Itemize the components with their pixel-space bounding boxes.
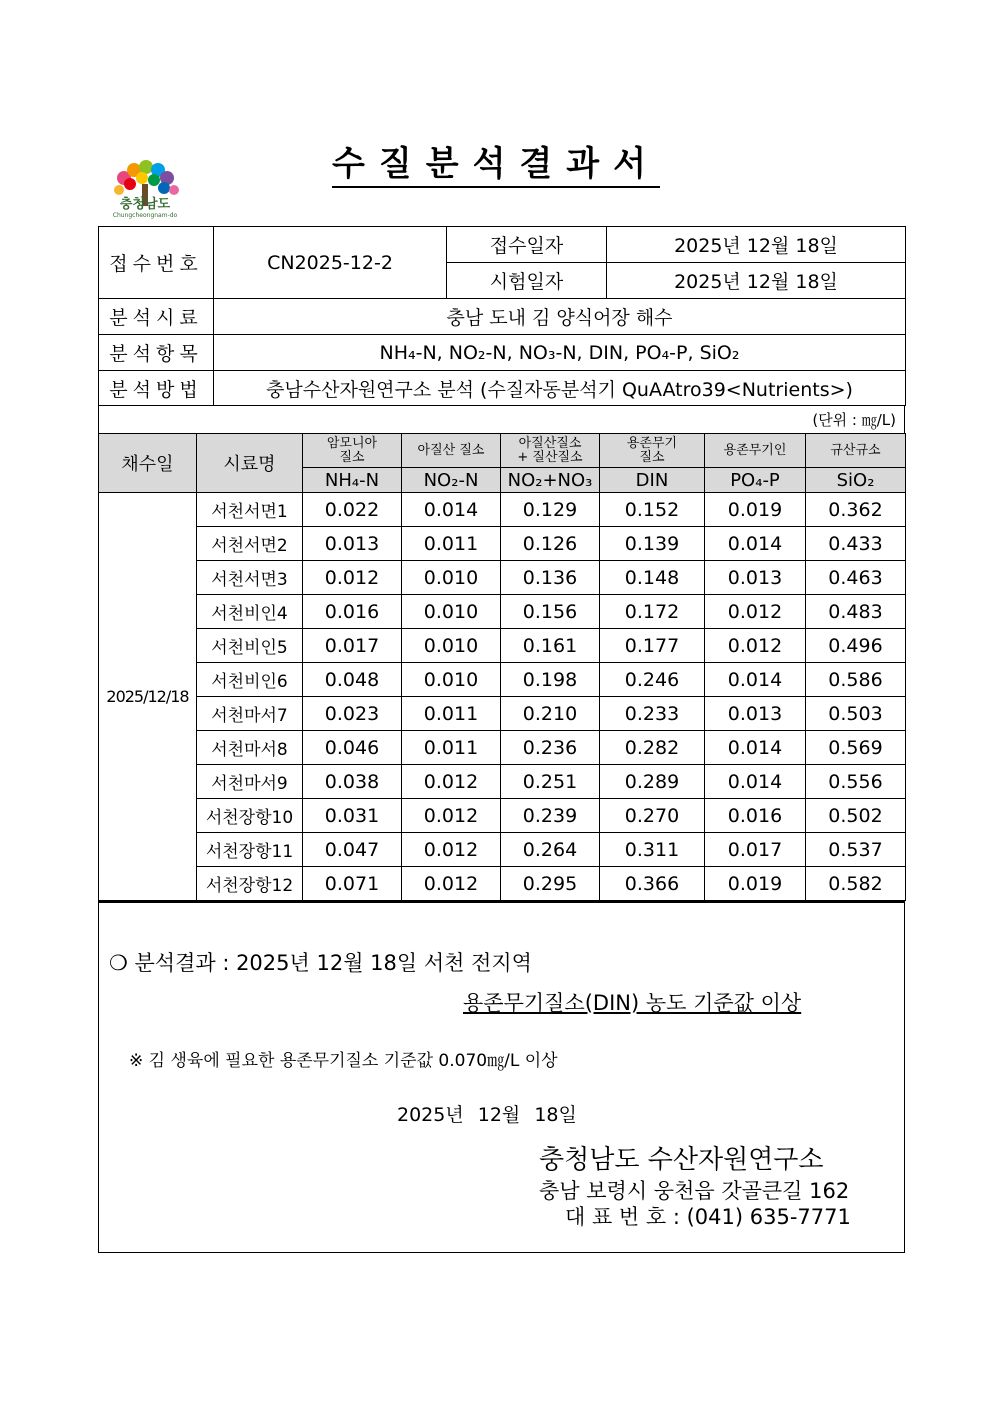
- table-row: [99, 799, 906, 833]
- value-cell: 0.156: [501, 595, 600, 629]
- value-cell: 0.126: [501, 527, 600, 561]
- method-value: 충남수산자원연구소 분석 (수질자동분석기 QuAAtro39<Nutrients>): [214, 371, 906, 406]
- organization-address: 충남 보령시 웅천읍 갓골큰길 162: [539, 1179, 850, 1203]
- table-row: [99, 697, 906, 731]
- method-label: 분석방법: [99, 371, 214, 406]
- items-value: NH₄-N, NO₂-N, NO₃-N, DIN, PO₄-P, SiO₂: [214, 335, 906, 371]
- value-cell: 0.496: [806, 629, 906, 663]
- value-cell: 0.012: [402, 833, 501, 867]
- value-cell: 0.019: [705, 867, 806, 901]
- value-cell: 0.012: [402, 867, 501, 901]
- col-symbol-header: PO₄-P: [705, 468, 806, 493]
- table-row: [99, 867, 906, 901]
- receipt-date-label: 접수일자: [447, 227, 607, 263]
- unit-row: [98, 405, 905, 433]
- value-cell: 0.017: [303, 629, 402, 663]
- test-date: 2025년 12월 18일: [607, 263, 906, 299]
- value-cell: 0.047: [303, 833, 402, 867]
- value-cell: 0.012: [705, 595, 806, 629]
- sample-name: 서천장항11: [197, 833, 303, 867]
- value-cell: 0.483: [806, 595, 906, 629]
- value-cell: 0.012: [402, 799, 501, 833]
- unit-label: (단위 : ㎎/L): [812, 411, 896, 429]
- value-cell: 0.023: [303, 697, 402, 731]
- sample-name: 서천서면3: [197, 561, 303, 595]
- table-row: [99, 561, 906, 595]
- value-cell: 0.013: [705, 561, 806, 595]
- value-cell: 0.311: [600, 833, 705, 867]
- sample-name: 서천마서8: [197, 731, 303, 765]
- value-cell: 0.152: [600, 493, 705, 527]
- value-cell: 0.010: [402, 629, 501, 663]
- table-row: [99, 731, 906, 765]
- table-row: [99, 527, 906, 561]
- table-row: [99, 629, 906, 663]
- test-date-label: 시험일자: [447, 263, 607, 299]
- results-table: [98, 433, 906, 901]
- col-date-header: 채수일: [99, 434, 197, 493]
- table-row: [99, 765, 906, 799]
- col-name-header: 규산규소: [806, 434, 906, 468]
- logo-name: 충청남도: [119, 197, 171, 212]
- table-row: [99, 595, 906, 629]
- value-cell: 0.251: [501, 765, 600, 799]
- value-cell: 0.016: [303, 595, 402, 629]
- value-cell: 0.012: [402, 765, 501, 799]
- value-cell: 0.210: [501, 697, 600, 731]
- value-cell: 0.264: [501, 833, 600, 867]
- value-cell: 0.246: [600, 663, 705, 697]
- value-cell: 0.239: [501, 799, 600, 833]
- value-cell: 0.586: [806, 663, 906, 697]
- value-cell: 0.537: [806, 833, 906, 867]
- col-sample-header: 시료명: [197, 434, 303, 493]
- col-symbol-header: NO₂+NO₃: [501, 468, 600, 493]
- value-cell: 0.582: [806, 867, 906, 901]
- sample-name: 서천마서9: [197, 765, 303, 799]
- value-cell: 0.022: [303, 493, 402, 527]
- value-cell: 0.014: [402, 493, 501, 527]
- value-cell: 0.017: [705, 833, 806, 867]
- value-cell: 0.198: [501, 663, 600, 697]
- value-cell: 0.569: [806, 731, 906, 765]
- col-symbol-header: DIN: [600, 468, 705, 493]
- result-line-2: 용존무기질소(DIN) 농도 기준값 이상: [463, 991, 802, 1015]
- col-symbol-header: NO₂-N: [402, 468, 501, 493]
- table-row: [99, 663, 906, 697]
- sample-name: 서천서면2: [197, 527, 303, 561]
- info-table: [98, 226, 906, 406]
- organization-name: 충청남도 수산자원연구소: [539, 1145, 824, 1175]
- value-cell: 0.503: [806, 697, 906, 731]
- col-name-header: 용존무기 질소: [600, 434, 705, 468]
- sample-value: 충남 도내 김 양식어장 해수: [214, 299, 906, 335]
- value-cell: 0.282: [600, 731, 705, 765]
- value-cell: 0.362: [806, 493, 906, 527]
- value-cell: 0.148: [600, 561, 705, 595]
- value-cell: 0.016: [705, 799, 806, 833]
- sample-name: 서천비인4: [197, 595, 303, 629]
- value-cell: 0.289: [600, 765, 705, 799]
- organization-phone: 대 표 번 호 : (041) 635-7771: [565, 1205, 851, 1229]
- value-cell: 0.038: [303, 765, 402, 799]
- value-cell: 0.161: [501, 629, 600, 663]
- value-cell: 0.013: [705, 697, 806, 731]
- value-cell: 0.014: [705, 663, 806, 697]
- page-title: 수질분석결과서: [300, 136, 692, 185]
- receipt-date: 2025년 12월 18일: [607, 227, 906, 263]
- table-row: [99, 833, 906, 867]
- receipt-no-label: 접수번호: [99, 227, 214, 299]
- value-cell: 0.236: [501, 731, 600, 765]
- result-line-1: ❍ 분석결과 : 2025년 12월 18일 서천 전지역: [109, 951, 532, 975]
- sample-name: 서천비인6: [197, 663, 303, 697]
- value-cell: 0.031: [303, 799, 402, 833]
- value-cell: 0.011: [402, 697, 501, 731]
- value-cell: 0.014: [705, 765, 806, 799]
- value-cell: 0.270: [600, 799, 705, 833]
- value-cell: 0.071: [303, 867, 402, 901]
- value-cell: 0.048: [303, 663, 402, 697]
- value-cell: 0.010: [402, 561, 501, 595]
- sample-label: 분석시료: [99, 299, 214, 335]
- value-cell: 0.012: [303, 561, 402, 595]
- value-cell: 0.013: [303, 527, 402, 561]
- value-cell: 0.139: [600, 527, 705, 561]
- reference-note: ※ 김 생육에 필요한 용존무기질소 기준값 0.070㎎/L 이상: [129, 1051, 558, 1071]
- logo-subtitle: Chungcheongnam-do: [112, 212, 178, 219]
- value-cell: 0.295: [501, 867, 600, 901]
- value-cell: 0.046: [303, 731, 402, 765]
- value-cell: 0.014: [705, 731, 806, 765]
- col-name-header: 아질산 질소: [402, 434, 501, 468]
- value-cell: 0.011: [402, 527, 501, 561]
- value-cell: 0.233: [600, 697, 705, 731]
- value-cell: 0.463: [806, 561, 906, 595]
- receipt-no: CN2025-12-2: [214, 227, 447, 299]
- result-section: [98, 901, 905, 1253]
- value-cell: 0.556: [806, 765, 906, 799]
- value-cell: 0.010: [402, 663, 501, 697]
- issue-date: 2025년 12월 18일: [397, 1104, 577, 1126]
- value-cell: 0.129: [501, 493, 600, 527]
- table-row: [99, 493, 906, 527]
- sample-name: 서천마서7: [197, 697, 303, 731]
- value-cell: 0.014: [705, 527, 806, 561]
- col-symbol-header: SiO₂: [806, 468, 906, 493]
- sample-name: 서천비인5: [197, 629, 303, 663]
- value-cell: 0.012: [705, 629, 806, 663]
- sampling-date: 2025/12/18: [99, 493, 197, 901]
- sample-name: 서천서면1: [197, 493, 303, 527]
- value-cell: 0.010: [402, 595, 501, 629]
- value-cell: 0.019: [705, 493, 806, 527]
- value-cell: 0.502: [806, 799, 906, 833]
- value-cell: 0.136: [501, 561, 600, 595]
- value-cell: 0.366: [600, 867, 705, 901]
- value-cell: 0.011: [402, 731, 501, 765]
- col-name-header: 아질산질소 + 질산질소: [501, 434, 600, 468]
- sample-name: 서천장항12: [197, 867, 303, 901]
- value-cell: 0.177: [600, 629, 705, 663]
- value-cell: 0.433: [806, 527, 906, 561]
- value-cell: 0.172: [600, 595, 705, 629]
- col-name-header: 용존무기인: [705, 434, 806, 468]
- sample-name: 서천장항10: [197, 799, 303, 833]
- col-symbol-header: NH₄-N: [303, 468, 402, 493]
- items-label: 분석항목: [99, 335, 214, 371]
- col-name-header: 암모니아 질소: [303, 434, 402, 468]
